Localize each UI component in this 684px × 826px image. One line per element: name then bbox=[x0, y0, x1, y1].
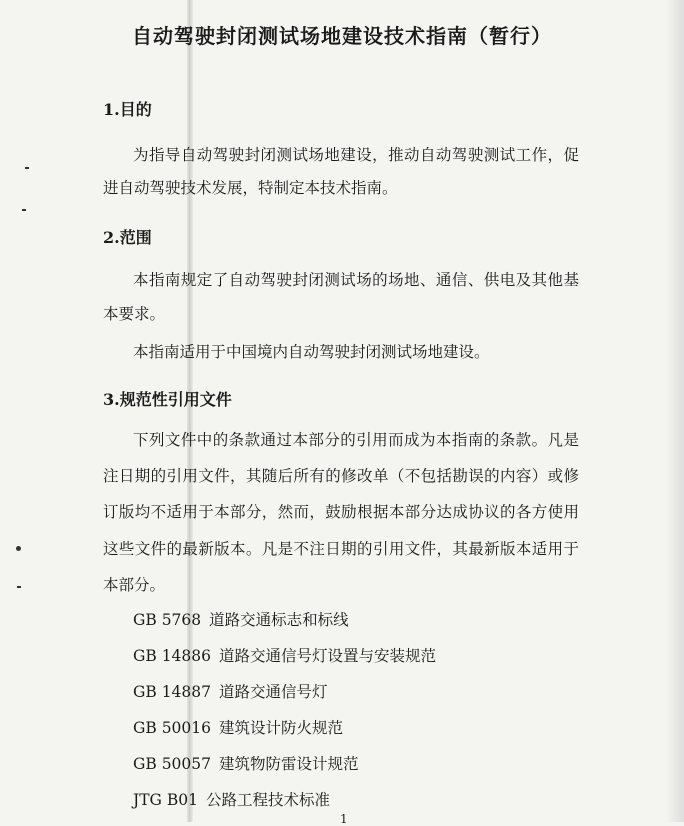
standard-item bbox=[133, 610, 349, 630]
standard-code: GB 5768 bbox=[133, 611, 202, 629]
standard-title: 公路工程技术标准 bbox=[205, 791, 330, 809]
document-title: 自动驾驶封闭测试场地建设技术指南（暂行） bbox=[132, 24, 552, 48]
standard-code: GB 14887 bbox=[133, 683, 212, 701]
section-heading: 1.目的 bbox=[103, 100, 152, 119]
scan-mark bbox=[22, 209, 26, 211]
standard-code: JTG B01 bbox=[133, 791, 198, 809]
standard-title: 道路交通信号灯 bbox=[219, 683, 328, 701]
section-heading: 2.范围 bbox=[103, 228, 152, 247]
standard-code: GB 50016 bbox=[133, 719, 212, 737]
paragraph-line: 进自动驾驶技术发展，特制定本技术指南。 bbox=[103, 179, 398, 197]
standard-item bbox=[133, 754, 359, 774]
paragraph-line: 这些文件的最新版本。凡是不注日期的引用文件，其最新版本适用于 bbox=[103, 540, 579, 558]
standard-title: 道路交通标志和标线 bbox=[209, 611, 349, 629]
section-heading: 3.规范性引用文件 bbox=[103, 390, 232, 409]
paragraph-line: 订版均不适用于本部分，然而，鼓励根据本部分达成协议的各方使用 bbox=[103, 503, 579, 521]
paragraph-line: 本指南适用于中国境内自动驾驶封闭测试场地建设。 bbox=[133, 343, 490, 361]
paragraph-line: 本部分。 bbox=[103, 576, 166, 594]
standard-item bbox=[133, 682, 328, 702]
scan-mark bbox=[25, 167, 29, 169]
scan-mark bbox=[17, 586, 21, 588]
paragraph-line: 下列文件中的条款通过本部分的引用而成为本指南的条款。凡是 bbox=[133, 431, 579, 449]
page-number: 1 bbox=[340, 812, 348, 826]
paragraph-line: 本指南规定了自动驾驶封闭测试场的场地、通信、供电及其他基 bbox=[133, 271, 579, 289]
standard-item bbox=[133, 718, 343, 738]
page-edge-shadow bbox=[666, 0, 684, 822]
standard-item bbox=[133, 790, 330, 810]
standard-code: GB 14886 bbox=[133, 647, 212, 665]
paragraph-line: 为指导自动驾驶封闭测试场地建设，推动自动驾驶测试工作，促 bbox=[133, 146, 579, 164]
standard-title: 道路交通信号灯设置与安装规范 bbox=[219, 647, 437, 665]
paragraph-line: 本要求。 bbox=[103, 305, 166, 323]
standard-item bbox=[133, 646, 436, 666]
standard-title: 建筑设计防火规范 bbox=[219, 719, 344, 737]
standard-code: GB 50057 bbox=[133, 755, 212, 773]
scan-dot bbox=[16, 546, 21, 551]
paragraph-line: 注日期的引用文件，其随后所有的修改单（不包括勘误的内容）或修 bbox=[103, 467, 579, 485]
standard-title: 建筑物防雷设计规范 bbox=[219, 755, 359, 773]
